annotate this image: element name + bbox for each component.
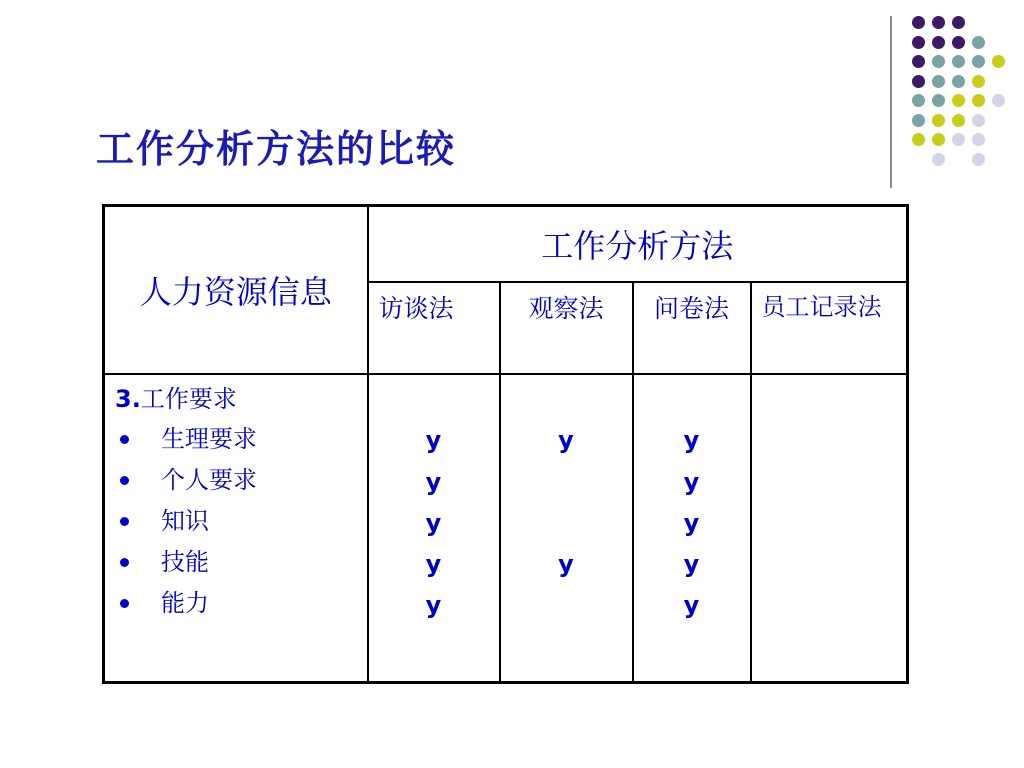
decorative-dot — [912, 75, 925, 88]
method-header-questionnaire: 问卷法 — [633, 282, 751, 374]
list-item: 能力 — [115, 583, 357, 624]
decorative-dot — [912, 16, 925, 29]
decorative-dot — [972, 114, 985, 127]
marks-observation — [500, 374, 633, 683]
decorative-dot — [932, 36, 945, 49]
decorative-dot — [932, 94, 945, 107]
list-item: 技能 — [115, 542, 357, 583]
mark-observation-3: y — [558, 549, 574, 578]
slide-title: 工作分析方法的比较 — [96, 126, 457, 171]
comparison-table — [102, 204, 909, 684]
decorative-dot — [972, 36, 985, 49]
mark-interview-0: y — [425, 425, 442, 454]
method-header-records: 员工记录法 — [751, 282, 908, 374]
decorative-dot — [912, 133, 925, 146]
decorative-dot — [932, 55, 945, 68]
decorative-dot — [992, 94, 1005, 107]
decorative-dot — [952, 114, 965, 127]
mark-interview-4: y — [425, 590, 442, 619]
decorative-dot — [972, 94, 985, 107]
corner-header: 人力资源信息 — [104, 206, 368, 374]
list-item: 个人要求 — [115, 460, 357, 501]
bullet-icon — [120, 517, 129, 526]
decorative-dot — [912, 94, 925, 107]
bullet-icon — [120, 476, 129, 485]
decorative-dot — [972, 55, 985, 68]
bullet-icon — [120, 599, 129, 608]
mark-observation-0: y — [558, 425, 574, 454]
requirements-cell — [104, 374, 368, 683]
mark-questionnaire-0: y — [683, 425, 700, 454]
decorative-dot — [912, 55, 925, 68]
list-item: 生理要求 — [115, 419, 357, 460]
decorative-dot — [932, 75, 945, 88]
decorative-dot — [952, 133, 965, 146]
requirements-list — [115, 419, 357, 624]
decorative-dot — [912, 114, 925, 127]
mark-questionnaire-3: y — [683, 549, 700, 578]
decorative-dot — [972, 133, 985, 146]
mark-questionnaire-4: y — [683, 590, 700, 619]
decorative-dot — [952, 16, 965, 29]
decorative-dot — [952, 36, 965, 49]
decorative-dot — [972, 75, 985, 88]
decorative-dot — [972, 153, 985, 166]
marks-questionnaire — [633, 374, 751, 683]
marks-interview — [368, 374, 500, 683]
decorative-dot — [952, 94, 965, 107]
requirements-title-text: 工作要求 — [140, 384, 237, 413]
vertical-divider — [890, 16, 892, 188]
bullet-icon — [120, 558, 129, 567]
decorative-dot — [952, 75, 965, 88]
list-item: 知识 — [115, 501, 357, 542]
decorative-dot — [932, 114, 945, 127]
mark-interview-3: y — [425, 549, 442, 578]
mark-interview-2: y — [425, 508, 442, 537]
decorative-dot — [992, 55, 1005, 68]
decorative-dot — [932, 16, 945, 29]
requirements-number: 3. — [115, 384, 141, 413]
requirements-title — [115, 383, 357, 415]
decorative-dot — [932, 153, 945, 166]
marks-records — [751, 374, 908, 683]
mark-interview-1: y — [425, 467, 442, 496]
mark-questionnaire-2: y — [683, 508, 700, 537]
method-header-interview: 访谈法 — [368, 282, 500, 374]
mark-questionnaire-1: y — [683, 467, 700, 496]
decorative-dot — [932, 133, 945, 146]
group-header: 工作分析方法 — [368, 206, 908, 282]
method-header-observation: 观察法 — [500, 282, 633, 374]
decorative-dot — [912, 36, 925, 49]
decorative-dot — [952, 55, 965, 68]
bullet-icon — [120, 435, 129, 444]
